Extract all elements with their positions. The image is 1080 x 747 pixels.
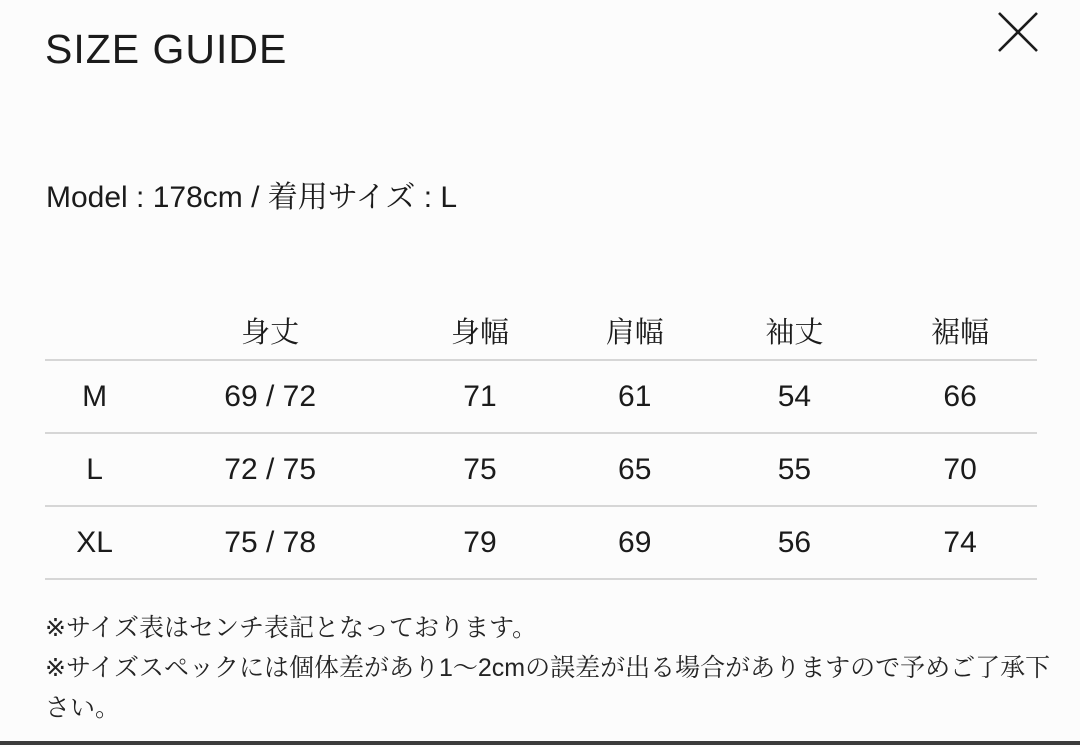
column-header-shoulder-width: 肩幅: [564, 288, 706, 360]
cell-body-length: 72 / 75: [144, 433, 396, 506]
table-row-l: [45, 433, 1037, 506]
cell-shoulder-width: 69: [564, 506, 706, 579]
cell-shoulder-width: 61: [564, 360, 706, 433]
cell-hem-width: 74: [883, 506, 1037, 579]
size-label: L: [45, 433, 144, 506]
cell-sleeve-length: 55: [706, 433, 884, 506]
column-header-size: [45, 288, 144, 360]
cell-body-length: 69 / 72: [144, 360, 396, 433]
model-info: Model : 178cm / 着用サイズ : L: [46, 181, 458, 214]
cell-body-length: 75 / 78: [144, 506, 396, 579]
cell-sleeve-length: 56: [706, 506, 884, 579]
cell-body-width: 75: [396, 433, 564, 506]
cell-hem-width: 70: [883, 433, 1037, 506]
page-title: SIZE GUIDE: [45, 26, 288, 72]
table-row-xl: [45, 506, 1037, 579]
table-header-row: [45, 288, 1037, 360]
column-header-sleeve-length: 袖丈: [706, 288, 884, 360]
bottom-edge-divider: [0, 741, 1080, 745]
close-button[interactable]: [990, 4, 1046, 60]
cell-body-width: 71: [396, 360, 564, 433]
column-header-body-length: 身丈: [144, 288, 396, 360]
size-label: M: [45, 360, 144, 433]
cell-hem-width: 66: [883, 360, 1037, 433]
note-tolerance: ※サイズスペックには個体差があり1〜2cmの誤差が出る場合がありますので予めご了承下さい。: [45, 654, 1051, 722]
cell-body-width: 79: [396, 506, 564, 579]
size-label: XL: [45, 506, 144, 579]
note-cm-notation: ※サイズ表はセンチ表記となっております。: [45, 614, 537, 642]
close-icon: [994, 8, 1042, 56]
cell-sleeve-length: 54: [706, 360, 884, 433]
column-header-hem-width: 裾幅: [883, 288, 1037, 360]
size-notes: [45, 608, 1057, 728]
table-row-m: [45, 360, 1037, 433]
cell-shoulder-width: 65: [564, 433, 706, 506]
column-header-body-width: 身幅: [396, 288, 564, 360]
size-table: [45, 288, 1037, 580]
